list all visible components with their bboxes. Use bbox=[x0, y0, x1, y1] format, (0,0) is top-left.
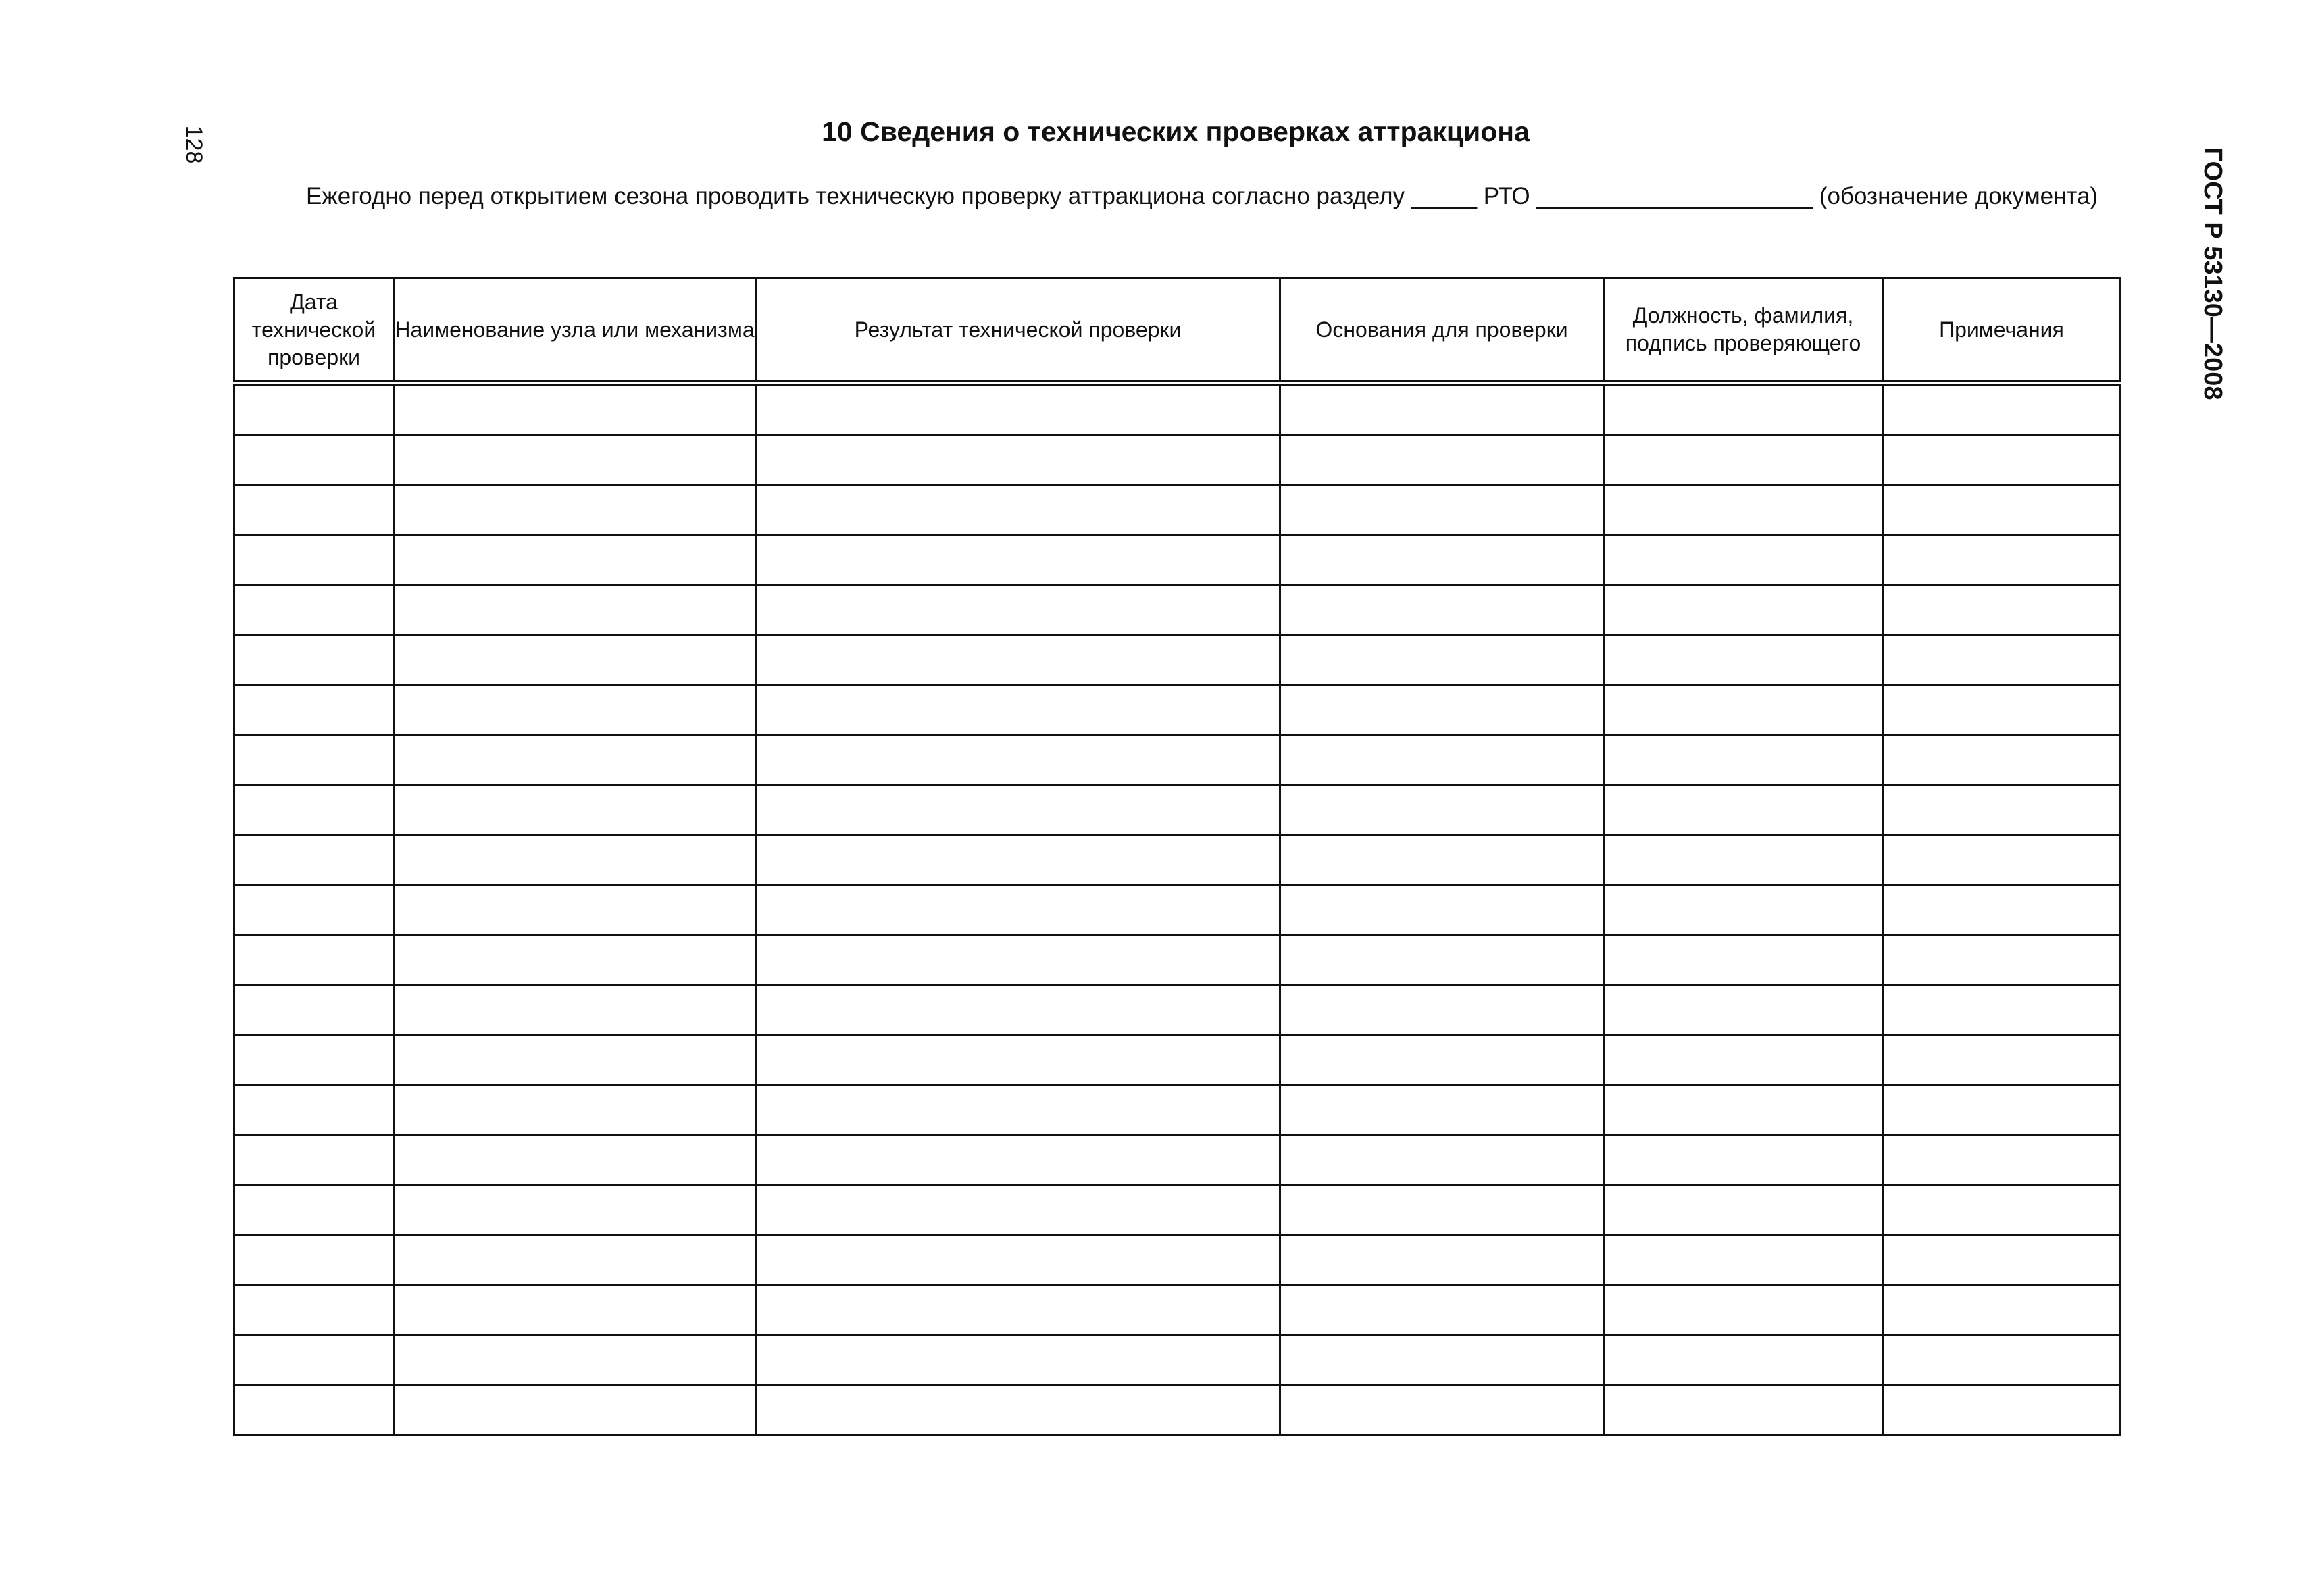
table-row bbox=[234, 835, 2121, 885]
table-cell bbox=[1280, 786, 1604, 835]
table-cell bbox=[234, 835, 394, 885]
table-cell bbox=[756, 1385, 1280, 1435]
table-row bbox=[234, 1335, 2121, 1385]
table-cell bbox=[1604, 1035, 1883, 1085]
table-cell bbox=[234, 885, 394, 935]
table-row bbox=[234, 1135, 2121, 1185]
table-cell bbox=[1883, 686, 2121, 736]
table-cell bbox=[1883, 885, 2121, 935]
table-cell bbox=[756, 1335, 1280, 1385]
table-cell bbox=[394, 686, 756, 736]
table-cell bbox=[1280, 636, 1604, 686]
table-cell bbox=[394, 1035, 756, 1085]
table-cell bbox=[234, 586, 394, 636]
table-cell bbox=[234, 786, 394, 835]
table-cell bbox=[234, 1085, 394, 1135]
table-row bbox=[234, 885, 2121, 935]
table-row bbox=[234, 1085, 2121, 1135]
table-cell bbox=[394, 885, 756, 935]
table-cell bbox=[394, 384, 756, 436]
table-cell bbox=[1604, 935, 1883, 985]
table-cell bbox=[394, 1335, 756, 1385]
table-row bbox=[234, 436, 2121, 486]
table-cell bbox=[1280, 1085, 1604, 1135]
table-cell bbox=[234, 686, 394, 736]
table-cell bbox=[756, 586, 1280, 636]
table-cell bbox=[1280, 1135, 1604, 1185]
table-cell bbox=[394, 586, 756, 636]
table-cell bbox=[1280, 1335, 1604, 1385]
table-cell bbox=[1883, 835, 2121, 885]
page-number: 128 bbox=[181, 125, 207, 164]
column-header-inspector: Должность, фамилия, подпись проверяющего bbox=[1604, 278, 1883, 384]
table-cell bbox=[1604, 835, 1883, 885]
table-cell bbox=[756, 1285, 1280, 1335]
column-header-grounds: Основания для проверки bbox=[1280, 278, 1604, 384]
table-row bbox=[234, 636, 2121, 686]
table-cell bbox=[234, 935, 394, 985]
table-cell bbox=[234, 1285, 394, 1335]
section-title: 10 Сведения о технических проверках аттракциона bbox=[822, 116, 1530, 147]
table-cell bbox=[756, 1135, 1280, 1185]
table-cell bbox=[756, 935, 1280, 985]
table-cell bbox=[394, 486, 756, 536]
table-cell bbox=[394, 1285, 756, 1335]
table-cell bbox=[756, 786, 1280, 835]
table-cell bbox=[1604, 1135, 1883, 1185]
table-header-row bbox=[234, 278, 2121, 384]
table-cell bbox=[1883, 1185, 2121, 1235]
table-cell bbox=[1604, 586, 1883, 636]
table-cell bbox=[1604, 486, 1883, 536]
table-row bbox=[234, 1185, 2121, 1235]
table-cell bbox=[394, 536, 756, 586]
table-cell bbox=[1280, 835, 1604, 885]
table-row bbox=[234, 486, 2121, 536]
table-cell bbox=[1280, 384, 1604, 436]
table-cell bbox=[1883, 1035, 2121, 1085]
table-cell bbox=[1604, 384, 1883, 436]
table-cell bbox=[756, 686, 1280, 736]
table-cell bbox=[1883, 935, 2121, 985]
table-cell bbox=[1604, 985, 1883, 1035]
table-cell bbox=[1883, 1085, 2121, 1135]
table-cell bbox=[1604, 1335, 1883, 1385]
column-header-unit-name: Наименование узла или механизма bbox=[394, 278, 756, 384]
table-cell bbox=[394, 935, 756, 985]
table-cell bbox=[394, 636, 756, 686]
table-cell bbox=[234, 636, 394, 686]
table-cell bbox=[234, 985, 394, 1035]
table-cell bbox=[1604, 1385, 1883, 1435]
table-row bbox=[234, 985, 2121, 1035]
table-cell bbox=[1604, 736, 1883, 786]
table-cell bbox=[756, 736, 1280, 786]
table-cell bbox=[394, 736, 756, 786]
table-cell bbox=[756, 636, 1280, 686]
table-cell bbox=[1883, 1235, 2121, 1285]
table-cell bbox=[756, 536, 1280, 586]
table-cell bbox=[234, 486, 394, 536]
table-cell bbox=[756, 835, 1280, 885]
table-cell bbox=[1883, 736, 2121, 786]
table-cell bbox=[394, 1235, 756, 1285]
column-header-date: Дата технической проверки bbox=[234, 278, 394, 384]
table-cell bbox=[1604, 1085, 1883, 1135]
table-cell bbox=[1280, 1235, 1604, 1285]
table-row bbox=[234, 1035, 2121, 1085]
table-cell bbox=[1280, 586, 1604, 636]
table-cell bbox=[1883, 1285, 2121, 1335]
table-cell bbox=[756, 1235, 1280, 1285]
table-cell bbox=[394, 985, 756, 1035]
table-cell bbox=[1604, 1285, 1883, 1335]
table-cell bbox=[1280, 1185, 1604, 1235]
table-row bbox=[234, 1385, 2121, 1435]
table-cell bbox=[234, 1185, 394, 1235]
table-cell bbox=[1604, 686, 1883, 736]
table-cell bbox=[1883, 586, 2121, 636]
table-cell bbox=[1883, 1335, 2121, 1385]
table-cell bbox=[234, 1385, 394, 1435]
table-row bbox=[234, 1285, 2121, 1335]
table-row bbox=[234, 686, 2121, 736]
table-cell bbox=[1280, 935, 1604, 985]
table-body bbox=[234, 384, 2121, 1435]
table-cell bbox=[1883, 786, 2121, 835]
table-cell bbox=[1280, 486, 1604, 536]
table-cell bbox=[1883, 384, 2121, 436]
table-cell bbox=[1280, 1285, 1604, 1335]
table-cell bbox=[1604, 436, 1883, 486]
table-cell bbox=[756, 985, 1280, 1035]
table-cell bbox=[1883, 436, 2121, 486]
column-header-notes: Примечания bbox=[1883, 278, 2121, 384]
table-cell bbox=[394, 835, 756, 885]
table-cell bbox=[1280, 736, 1604, 786]
table-row bbox=[234, 935, 2121, 985]
table-cell bbox=[394, 1135, 756, 1185]
table-cell bbox=[1883, 985, 2121, 1035]
table-cell bbox=[1604, 786, 1883, 835]
table-row bbox=[234, 736, 2121, 786]
table-cell bbox=[234, 736, 394, 786]
table-cell bbox=[1280, 1035, 1604, 1085]
table-cell bbox=[234, 436, 394, 486]
table-cell bbox=[756, 384, 1280, 436]
inspection-log-table bbox=[233, 277, 2121, 1436]
table-cell bbox=[756, 885, 1280, 935]
standard-code: ГОСТ Р 53130—2008 bbox=[2198, 147, 2228, 401]
table-cell bbox=[394, 436, 756, 486]
column-header-result: Результат технической проверки bbox=[756, 278, 1280, 384]
table-cell bbox=[1604, 1235, 1883, 1285]
table-cell bbox=[1604, 885, 1883, 935]
table-cell bbox=[1883, 636, 2121, 686]
table-cell bbox=[1883, 1385, 2121, 1435]
table-row bbox=[234, 1235, 2121, 1285]
table-cell bbox=[394, 1185, 756, 1235]
table-cell bbox=[756, 436, 1280, 486]
table-row bbox=[234, 586, 2121, 636]
table-cell bbox=[234, 536, 394, 586]
table-cell bbox=[756, 1035, 1280, 1085]
table-row bbox=[234, 384, 2121, 436]
table-cell bbox=[1604, 536, 1883, 586]
table-cell bbox=[1280, 985, 1604, 1035]
table-cell bbox=[1883, 486, 2121, 536]
table-cell bbox=[234, 1135, 394, 1185]
table-cell bbox=[756, 1085, 1280, 1135]
table-cell bbox=[756, 1185, 1280, 1235]
table-cell bbox=[1280, 536, 1604, 586]
table-cell bbox=[234, 1035, 394, 1085]
table-cell bbox=[234, 1235, 394, 1285]
table-cell bbox=[1280, 1385, 1604, 1435]
table-cell bbox=[1280, 686, 1604, 736]
table-cell bbox=[394, 786, 756, 835]
table-row bbox=[234, 786, 2121, 835]
table-cell bbox=[394, 1085, 756, 1135]
table-cell bbox=[394, 1385, 756, 1435]
table-cell bbox=[756, 486, 1280, 536]
table-cell bbox=[234, 1335, 394, 1385]
instruction-text: Ежегодно перед открытием сезона проводить техническую проверку аттракциона согласно разделу _____ РТО _____________________ (обозначение документа) bbox=[306, 183, 2098, 209]
table-row bbox=[234, 536, 2121, 586]
table-cell bbox=[234, 384, 394, 436]
table-cell bbox=[1883, 1135, 2121, 1185]
table-cell bbox=[1604, 636, 1883, 686]
table-cell bbox=[1280, 436, 1604, 486]
table-cell bbox=[1280, 885, 1604, 935]
table-cell bbox=[1604, 1185, 1883, 1235]
table-cell bbox=[1883, 536, 2121, 586]
